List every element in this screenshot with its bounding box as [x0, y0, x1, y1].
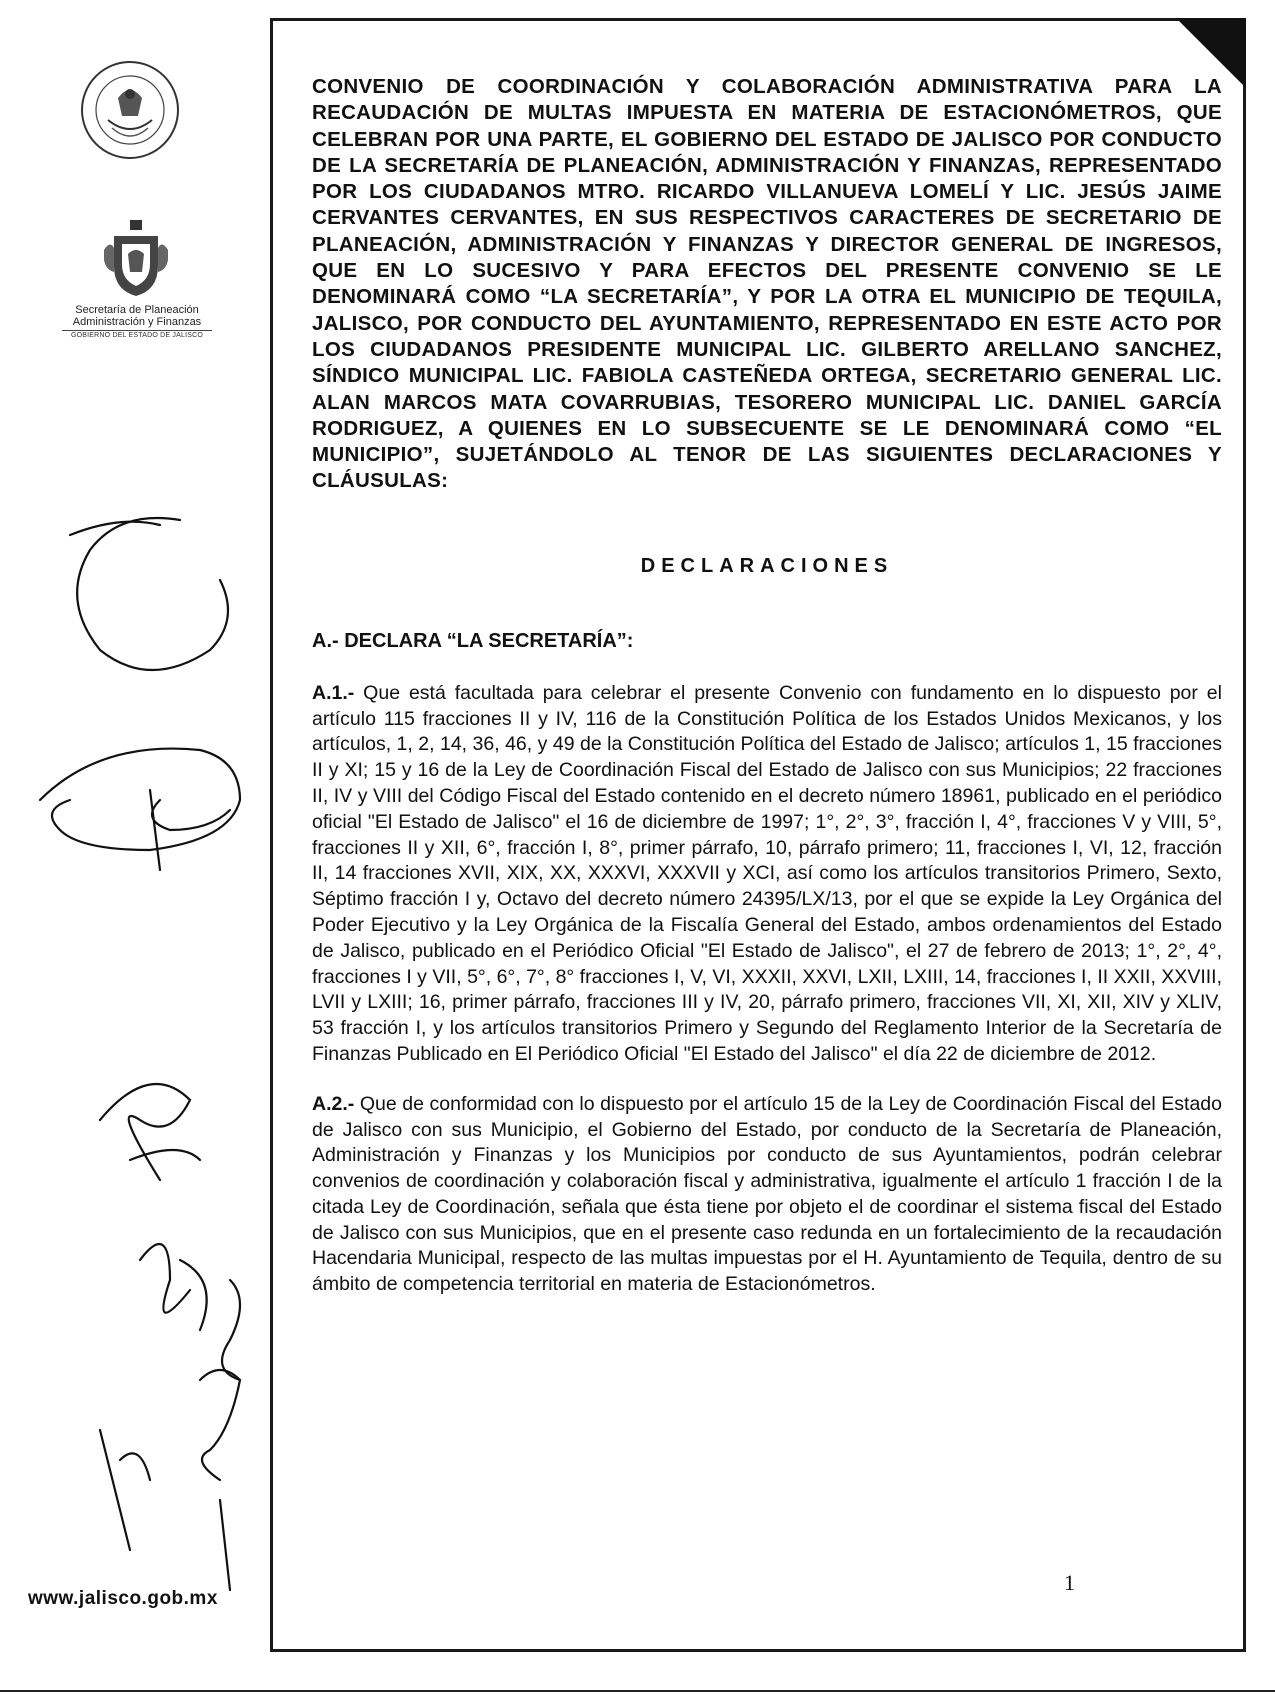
jalisco-coat-of-arms-icon: [100, 220, 172, 298]
agency-name-line1: Secretaría de Planeación: [75, 304, 199, 316]
paragraph-a1-label: A.1.-: [312, 681, 355, 704]
paragraph-a2-text: Que de conformidad con lo dispuesto por el artículo 15 de la Ley de Coordinación Fiscal del Estado de Jalisco con sus Municipio, el Gobierno del Estado, por conducto de la Secretaría de Planeación, Administración y Finanzas y los Municipios por conducto de sus Ayuntamientos, podrán celebrar convenios de coordinación y colaboración fiscal y administrativa, igualmente el artículo 1 fracción I de la citada Ley de Coordinación, señala que ésta tiene por objeto el de coordinar el sistema fiscal del Estado de Jalisco con sus Municipios, que en el presente caso redunda en un fortalecimiento de la recaudación Hacendaria Municipal, respecto de las multas impuestas por el H. Ayuntamiento de Tequila, dentro de su ámbito de competencia territorial en materia de Estacionómetros.: [312, 1092, 1222, 1296]
bottom-rule: [0, 1690, 1275, 1692]
agency-subtitle: GOBIERNO DEL ESTADO DE JALISCO: [62, 330, 212, 339]
left-margin: [0, 0, 270, 1705]
national-seal-icon: [78, 58, 182, 162]
agency-branding: [62, 304, 212, 339]
paragraph-a2: [312, 1092, 1222, 1298]
subheading-declara-secretaria: A.- DECLARA “LA SECRETARÍA”:: [312, 629, 634, 652]
paragraph-a1-text: Que está facultada para celebrar el presente Convenio con fundamento en lo dispuesto por el artículo 115 fracciones II y IV, 116 de la Constitución Política de los Estados Unidos Mexicanos, y los artículos, 1, 2, 14, 36, 46, y 49 de la Constitución Política del Estado de Jalisco; artículos 1, 15 fracciones II y XI; 15 y 16 de la Ley de Coordinación Fiscal del Estado de Jalisco con sus Municipios; 22 fracciones II, IV y VIII del Código Fiscal del Estado contenido en el decreto número 18961, publicado en el periódico oficial "El Estado de Jalisco" el 16 de diciembre de 1997; 1°, 2°, 3°, fracción I, 4°, fracciones V y VIII, 5°, fracciones II y XII, 6°, fracción I, 8°, primer párrafo, 10, párrafo primero; 11, fracciones I, VI, 12, fracción II, 14 fracciones XVII, XIX, XX, XXXVI, XXXVII y XCI, así como los artículos transitorios Primero, Sexto, Séptimo fracción I y, Octavo del decreto número 24395/LX/13, por el que se expide la Ley Orgánica del Poder Ejecutivo y la Ley Orgánica de la Fiscalía General del Estado, ambos ordenamientos del Estado de Jalisco, publicado en el Periódico Oficial "El Estado de Jalisco", el 27 de febrero de 2013; 1°, 2°, 4°, fracciones I y VII, 5°, 6°, 7°, 8° fracciones I, V, VI, XXXII, XXVI, LXII, LXIII, 14, fracciones I, II XXII, XXVIII, LVII y LXIII; 16, primer párrafo, fracciones III y IV, 20, párrafo primero, fracciones VII, XI, XII, XIV y XLIV, 53 fracción I, y los artículos transitorios Primero y Segundo del Reglamento Interior de la Secretaría de Finanzas Publicado en El Periódico Oficial "El Estado del Jalisco" el día 22 de diciembre de 2012.: [312, 681, 1222, 1065]
document-title: CONVENIO DE COORDINACIÓN Y COLABORACIÓN ADMINISTRATIVA PARA LA RECAUDACIÓN DE MULTAS IMPUESTA EN MATERIA DE ESTACIONÓMETROS, QUE CELEBRAN POR UNA PARTE, EL GOBIERNO DEL ESTADO DE JALISCO POR CONDUCTO DE LA SECRETARÍA DE PLANEACIÓN, ADMINISTRACIÓN Y FINANZAS, REPRESENTADO POR LOS CIUDADANOS MTRO. RICARDO VILLANUEVA LOMELÍ Y LIC. JESÚS JAIME CERVANTES CERVANTES, EN SUS RESPECTIVOS CARACTERES DE SECRETARIO DE PLANEACIÓN, ADMINISTRACIÓN Y FINANZAS Y DIRECTOR GENERAL DE INGRESOS, QUE EN LO SUCESIVO Y PARA EFECTOS DEL PRESENTE CONVENIO SE LE DENOMINARÁ COMO “LA SECRETARÍA”, Y POR LA OTRA EL MUNICIPIO DE TEQUILA, JALISCO, POR CONDUCTO DEL AYUNTAMIENTO, REPRESENTADO EN ESTE ACTO POR LOS CIUDADANOS PRESIDENTE MUNICIPAL LIC. GILBERTO ARELLANO SANCHEZ, SÍNDICO MUNICIPAL LIC. FABIOLA CASTEÑEDA ORTEGA, SECRETARIO GENERAL LIC. ALAN MARCOS MATA COVARRUBIAS, TESORERO MUNICIPAL LIC. DANIEL GARCÍA RODRIGUEZ, A QUIENES EN LO SUBSECUENTE SE LE DENOMINARÁ COMO “EL MUNICIPIO”, SUJETÁNDOLO AL TENOR DE LAS SIGUIENTES DECLARACIONES Y CLÁUSULAS:: [312, 75, 1222, 493]
page-number: 1: [1064, 1570, 1075, 1595]
section-heading-declaraciones: DECLARACIONES: [640, 554, 894, 577]
paragraph-a1: [312, 681, 1222, 1068]
document-body: [312, 74, 1222, 1298]
paragraph-a2-label: A.2.-: [312, 1092, 355, 1115]
agency-name-line2: Administración y Finanzas: [72, 316, 202, 328]
margin-signatures: [0, 500, 270, 1600]
footer-website[interactable]: www.jalisco.gob.mx: [28, 1588, 218, 1609]
